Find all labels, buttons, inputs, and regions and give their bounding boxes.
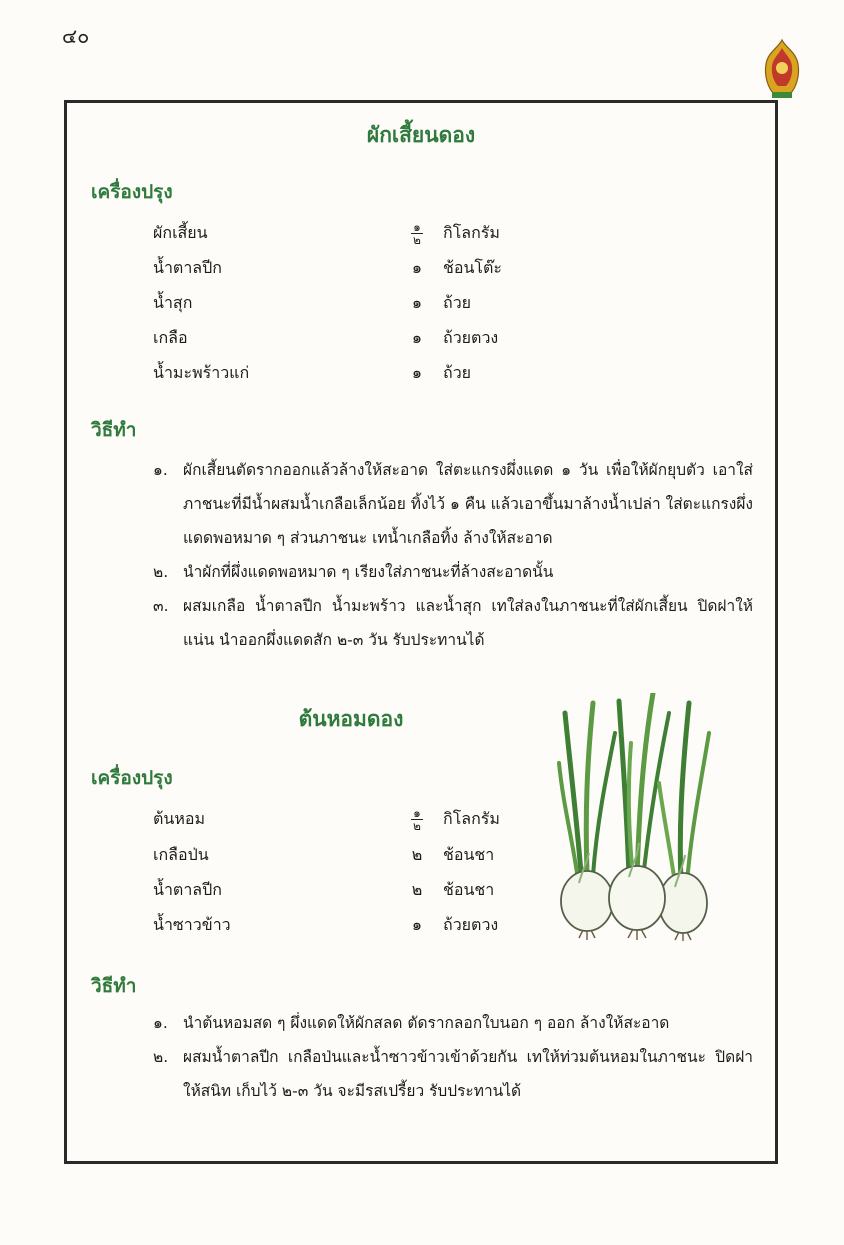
step-number: ๒.	[153, 1048, 169, 1066]
method-step	[153, 453, 753, 555]
step-text: นำผักที่ผึ่งแดดพอหมาด ๆ เรียงใส่ภาชนะที่ล้างสะอาดนั้น	[183, 563, 554, 581]
step-text: นำต้นหอมสด ๆ ผึ่งแดดให้ผักสลด ตัดรากลอกใบนอก ๆ ออก ล้างให้สะอาด	[183, 1014, 670, 1032]
method-step	[153, 555, 753, 589]
fraction-numerator: ๑	[411, 221, 423, 234]
ingredient-qty: ๑	[411, 293, 423, 312]
method-step	[153, 1006, 753, 1040]
method-steps	[153, 453, 753, 657]
ingredient-name: น้ำสุก	[153, 293, 193, 312]
recipe-frame	[64, 100, 778, 1164]
ingredient-name: น้ำตาลปีก	[153, 258, 222, 277]
page-number: ๔๐	[62, 24, 90, 48]
ingredient-unit: กิโลกรัม	[443, 223, 500, 242]
ingredient-unit: ช้อนโต๊ะ	[443, 258, 502, 277]
fraction-numerator: ๑	[411, 807, 423, 820]
ingredient-name: เกลือป่น	[153, 845, 209, 864]
ingredient-unit: ถ้วยตวง	[443, 328, 499, 347]
ingredient-unit: ช้อนชา	[443, 880, 495, 899]
ingredient-name: ต้นหอม	[153, 809, 206, 828]
ingredient-qty	[405, 218, 429, 248]
ingredient-name: เกลือ	[153, 328, 188, 347]
ingredient-unit: ช้อนชา	[443, 845, 495, 864]
ingredient-qty: ๑	[411, 258, 423, 277]
step-number: ๓.	[153, 597, 169, 615]
ingredient-fraction	[411, 807, 423, 832]
ingredient-unit: กิโลกรัม	[443, 809, 500, 828]
step-text: ผสมเกลือ น้ำตาลปีก น้ำมะพร้าว และน้ำสุก เทใส่ลงในภาชนะที่ใส่ผักเสี้ยน ปิดฝาให้แน่น นำออกผึ่งแดดสัก ๒-๓ วัน รับประทานได้	[183, 597, 753, 649]
ingredient-unit: ถ้วยตวง	[443, 915, 499, 934]
ingredient-qty: ๑	[411, 915, 423, 934]
ingredient-unit: ถ้วย	[443, 293, 472, 312]
ingredients-heading: เครื่องปรุง	[91, 181, 173, 203]
step-number: ๑.	[153, 1014, 168, 1032]
ingredient-name: น้ำตาลปีก	[153, 880, 222, 899]
step-text: ผักเสี้ยนตัดรากออกแล้วล้างให้สะอาด ใส่ตะแกรงผึ่งแดด ๑ วัน เพื่อให้ผักยุบตัว เอาใส่ภาชนะที่มีน้ำผสมน้ำเกลือเล็กน้อย ทิ้งไว้ ๑ คืน แล้วเอาขึ้นมาล้างน้ำเปล่า ใส่ตะแกรงผึ่งแดดพอหมาด ๆ ส่วนภาชนะ เทน้ำเกลือทิ้ง ล้างให้สะอาด	[183, 461, 753, 547]
ingredient-name: น้ำซาวข้าว	[153, 915, 231, 934]
step-number: ๑.	[153, 461, 168, 479]
step-text: ผสมน้ำตาลปีก เกลือป่นและน้ำซาวข้าวเข้าด้วยกัน เทให้ท่วมต้นหอมในภาชนะ ปิดฝาให้สนิท เก็บไว้ ๒-๓ วัน จะมีรสเปรี้ยว รับประทานได้	[183, 1048, 753, 1100]
royal-emblem-icon	[760, 38, 804, 100]
fraction-denominator: ๒	[413, 819, 421, 833]
ingredient-name: ผักเสี้ยน	[153, 223, 208, 242]
method-heading: วิธีทำ	[91, 975, 137, 997]
ingredient-name: น้ำมะพร้าวแก่	[153, 363, 250, 382]
step-number: ๒.	[153, 563, 169, 581]
fraction-denominator: ๒	[413, 233, 421, 247]
ingredient-qty: ๑	[411, 328, 423, 347]
spring-onion-illustration	[557, 693, 717, 943]
ingredient-qty	[405, 804, 429, 834]
ingredient-qty: ๒	[411, 880, 423, 899]
ingredient-qty: ๒	[411, 845, 423, 864]
ingredient-fraction	[411, 221, 423, 246]
ingredients-heading: เครื่องปรุง	[91, 767, 173, 789]
recipe-title: ผักเสี้ยนดอง	[366, 123, 476, 147]
recipe-title: ต้นหอมดอง	[298, 707, 404, 731]
method-step	[153, 1040, 753, 1108]
method-steps	[153, 1006, 753, 1108]
method-heading: วิธีทำ	[91, 419, 137, 441]
ingredient-qty: ๑	[411, 363, 423, 382]
method-step	[153, 589, 753, 657]
ingredient-unit: ถ้วย	[443, 363, 472, 382]
